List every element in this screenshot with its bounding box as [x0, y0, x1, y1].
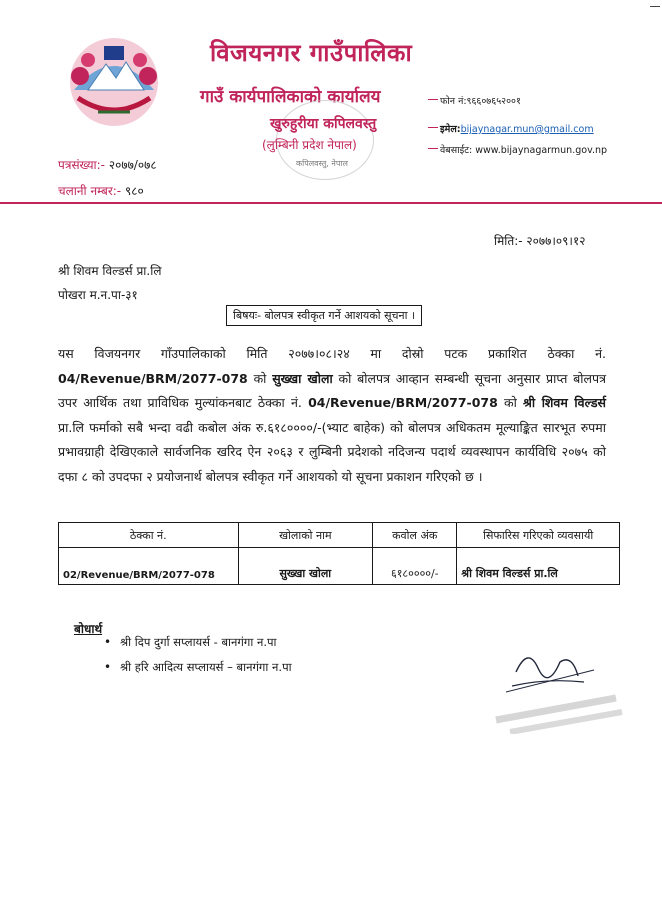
letter-number	[58, 156, 157, 173]
vendor-name: श्री शिवम विल्डर्स	[523, 395, 606, 411]
addressee-name: श्री शिवम विल्डर्स प्रा.लि	[58, 264, 162, 278]
recommended-vendor-cell: श्री शिवम विल्डर्स प्रा.लि	[457, 548, 620, 585]
column-header: कवोल अंक	[373, 523, 457, 548]
body-part: प्रा.लि फर्माको सबै भन्दा वढी कबोल अंक रु.६१८००००/-(भ्याट बाहेक) को बोलपत्र अधिकतम मूल्याङ्कित सारभूत रुपमा प्रभावग्राही देखिएकाले सार्वजनिक खरिद ऐन २०६३ र लुम्बिनी प्रदेशको नदिजन्य पदार्थ व्यवस्थापन कार्यविधि २०७५ को दफा ८ को उपदफा २ प्रयोजनार्थ बोलपत्र स्वीकृत गर्ने आशयको यो सूचना प्रकाशन गरिएको छ ।	[58, 419, 606, 484]
contact-tick	[428, 99, 438, 100]
stamp-text: कपिलवस्तु, नेपाल	[296, 159, 348, 168]
header-divider	[0, 202, 662, 204]
office-subtitle: गाउँ कार्यपालिकाको कार्यालय	[200, 87, 381, 107]
body-part: यस विजयनगर गाँउपालिकाको मिति २०७७।०८।२४ मा दोस्रो पटक प्रकाशित ठेक्का नं.	[58, 346, 606, 361]
phone-number: फोन नं:९६६०७६५२००१	[440, 96, 521, 107]
office-province: (लुम्बिनी प्रदेश नेपाल)	[262, 138, 357, 152]
letter-number-label: पत्रसंख्या:-	[58, 158, 106, 172]
dispatch-number-label: चलानी नम्बर:-	[58, 184, 122, 198]
table-row	[59, 548, 620, 585]
office-location: खुरुहुरीया कपिलवस्तु	[270, 116, 377, 132]
contract-number-cell: 02/Revenue/BRM/2077-078	[59, 548, 239, 585]
body-part: को	[504, 395, 517, 411]
list-item: • श्री दिप दुर्गा सप्लायर्स - बानगंगा न.पा	[104, 630, 292, 655]
cc-label: बोधार्थ	[74, 622, 103, 636]
website: वेबसाईट: www.bijaynagarmun.gov.np	[440, 145, 608, 156]
office-title: विजयनगर गाउँपालिका	[210, 39, 413, 67]
column-header: सिफारिस गरिएको व्यवसायी	[457, 523, 620, 548]
dispatch-number	[58, 182, 144, 199]
column-header: ठेक्का नं.	[59, 523, 239, 548]
letter-date: मिति:- २०७७।०९।१२	[494, 234, 586, 248]
river-name: सुख्खा खोला	[272, 370, 333, 386]
signature-stamp	[486, 642, 626, 734]
email-link[interactable]: bijaynagar.mun@gmail.com	[460, 124, 594, 135]
letter-number-value: २०७७/०७८	[108, 158, 157, 172]
table-header-row	[59, 523, 620, 548]
body-part: को	[253, 370, 267, 386]
cc-list	[104, 630, 292, 680]
contact-tick	[428, 148, 438, 149]
dispatch-number-value: ९८०	[124, 184, 144, 198]
river-name-cell: सुख्खा खोला	[238, 548, 373, 585]
email-line	[440, 122, 594, 135]
contract-reference: 04/Revenue/BRM/2077-078	[308, 395, 498, 411]
page-edge-mark	[650, 6, 660, 7]
column-header: खोलाको नाम	[238, 523, 373, 548]
email-label: इमेल:	[440, 124, 461, 135]
notice-body	[58, 342, 606, 490]
contact-tick	[428, 127, 438, 128]
list-item: • श्री हरि आदित्य सप्लायर्स – बानगंगा न.पा	[104, 655, 292, 680]
body-part: को बोलपत्र आव्हान सम्बन्धी सूचना अनुसार प्राप्त बोलपत्र उपर आर्थिक तथा प्राविधिक मुल्यांकनबाट ठेक्का नं.	[58, 370, 606, 411]
addressee-address: पोखरा म.न.पा-३१	[58, 288, 138, 302]
tender-table	[58, 522, 620, 585]
contract-reference: 04/Revenue/BRM/2077-078	[58, 370, 248, 386]
bid-amount-cell: ६१८००००/-	[373, 548, 457, 585]
nepal-emblem-icon	[58, 32, 170, 132]
subject: बिषयः- बोलपत्र स्वीकृत गर्ने आशयको सूचना ।	[226, 305, 422, 326]
